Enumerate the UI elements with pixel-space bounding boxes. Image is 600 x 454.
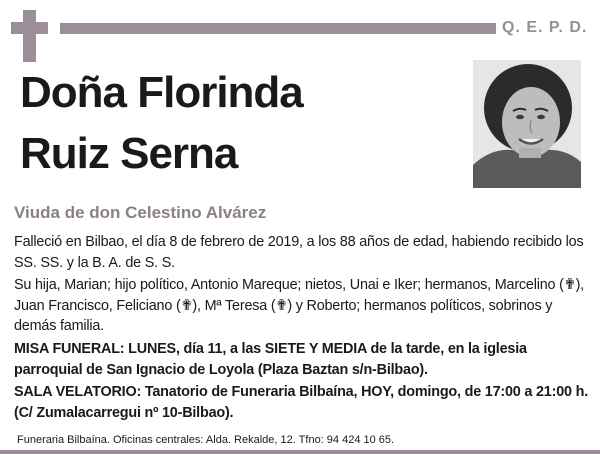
portrait-photo — [473, 60, 581, 188]
death-notice-paragraph: Falleció en Bilbao, el día 8 de febrero de 2019, a los 88 años de edad, habiendo recibido los SS. SS. y la B. A. de S. S. — [14, 234, 584, 271]
widow-of-subtitle: Viuda de don Celestino Alvárez — [14, 203, 267, 222]
wake-room-paragraph: SALA VELATORIO: Tanatorio de Funeraria Bilbaína, HOY, domingo, de 17:00 a 21:00 h. (C/ Zumalacarregui nº 10-Bilbao). — [14, 384, 588, 421]
footer-divider-bar — [0, 450, 600, 454]
header-divider-bar — [60, 23, 496, 34]
deceased-name-line2: Ruiz Serna — [20, 129, 238, 178]
latin-cross-icon-arm — [11, 22, 48, 34]
funeral-home-footer: Funeraria Bilbaína. Oficinas centrales: Alda. Rekalde, 12. Tfno: 94 424 10 65. — [17, 434, 395, 446]
family-paragraph: Su hija, Marian; hijo político, Antonio Mareque; nietos, Unai e Iker; hermanos, Marcelino (✟), Juan Francisco, Feliciano (✟), Mª Teresa (✟) y Roberto; hermanos políticos, sobrinos y demás familia. — [14, 277, 584, 334]
latin-cross-icon — [23, 10, 36, 62]
deceased-cross-icon: ✟ — [180, 297, 193, 314]
deceased-cross-icon: ✟ — [275, 297, 288, 314]
qepd-label: Q. E. P. D. — [502, 19, 588, 36]
deceased-name-line1: Doña Florinda — [20, 68, 303, 117]
deceased-cross-icon: ✟ — [563, 277, 576, 293]
funeral-mass-paragraph: MISA FUNERAL: LUNES, día 11, a las SIETE Y MEDIA de la tarde, en la iglesia parroquial de San Ignacio de Loyola (Plaza Baztan s/n-Bilbao). — [14, 341, 527, 378]
